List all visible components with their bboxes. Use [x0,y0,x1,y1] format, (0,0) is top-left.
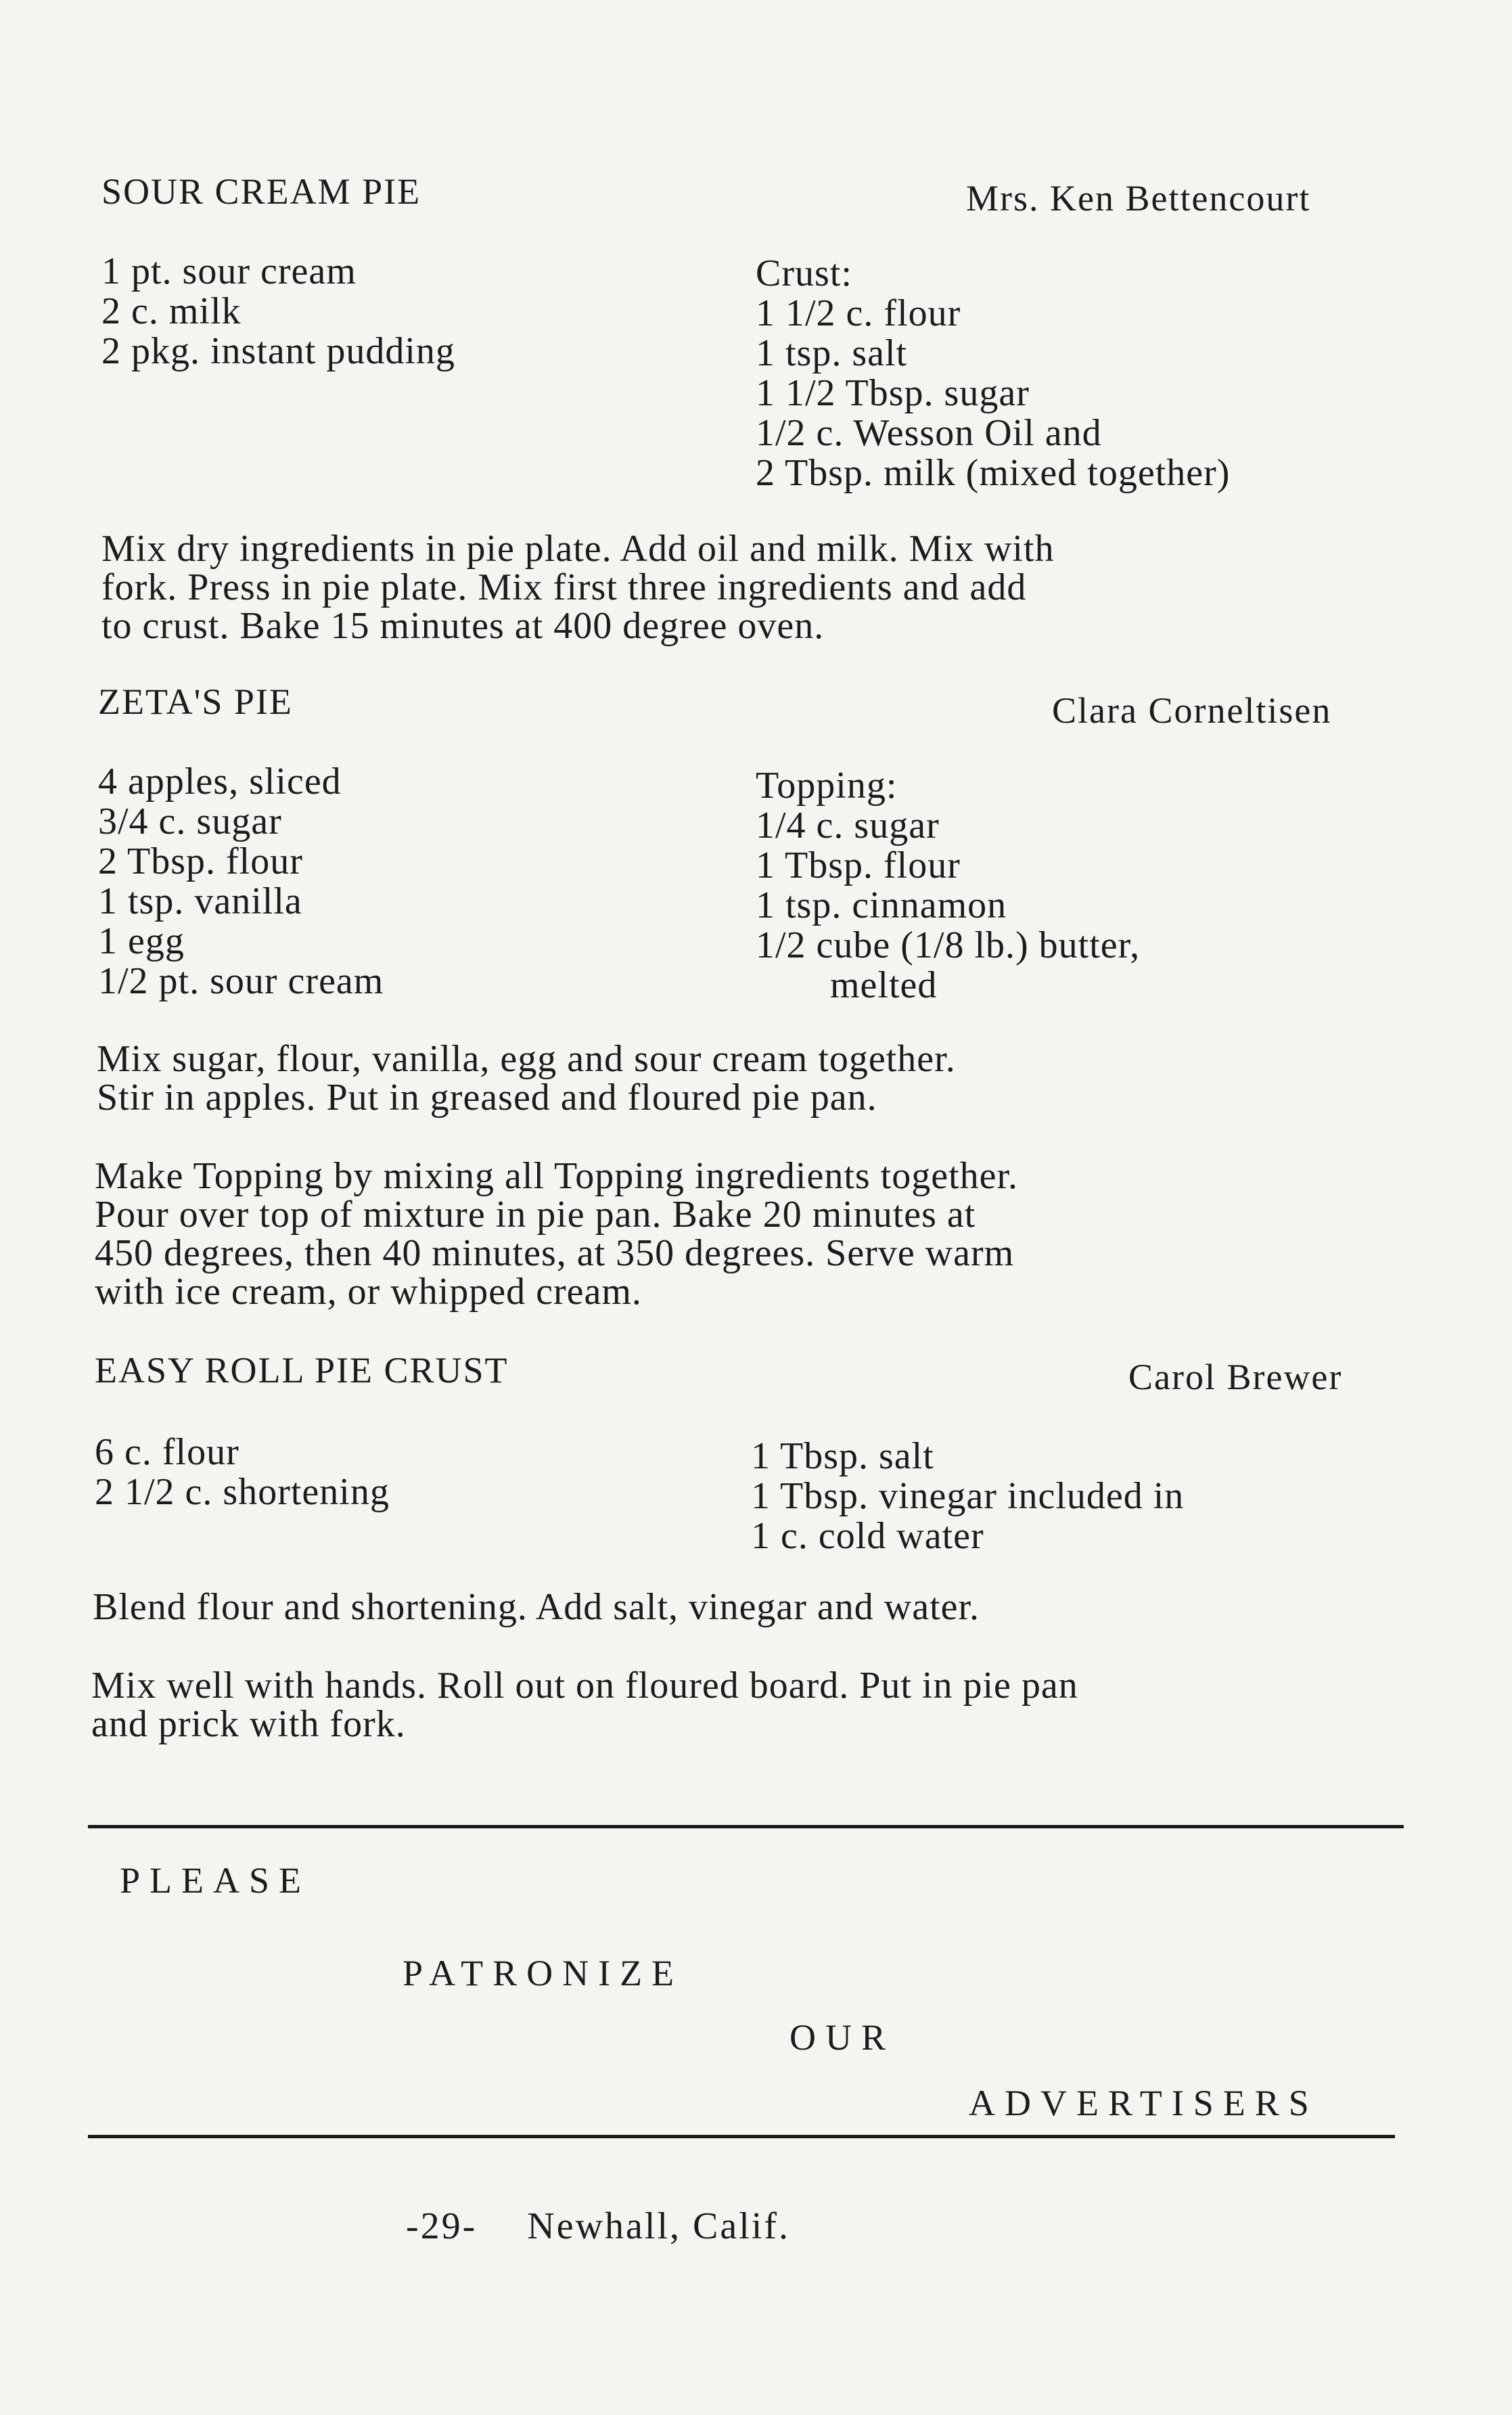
banner-word-patronize: PATRONIZE [403,1953,684,1993]
ingredient: 2 c. milk [101,290,242,332]
recipe-directions [97,1040,956,1117]
recipe-title: ZETA'S PIE [98,681,293,722]
direction-line: to crust. Bake 15 minutes at 400 degree oven. [101,605,825,647]
footer-location: Newhall, Calif. [527,2205,790,2247]
ingredient: 3/4 c. sugar [98,800,282,842]
ingredient-section-label: Crust: [756,252,852,294]
banner-word-our: OUR [789,2017,896,2058]
recipe-title: EASY ROLL PIE CRUST [95,1350,509,1391]
banner-top-rule [88,1825,1404,1828]
ingredient: 1 egg [98,920,185,962]
ingredient: 1/2 pt. sour cream [98,960,384,1002]
banner-bottom-rule [88,2135,1395,2138]
direction-line: Blend flour and shortening. Add salt, vinegar and water. [93,1586,980,1628]
ingredient: 1 pt. sour cream [101,250,357,292]
direction-line: Pour over top of mixture in pie pan. Bake 20 minutes at [95,1194,976,1236]
ingredient: 1 1/2 Tbsp. sugar [756,372,1030,414]
recipe-author: Carol Brewer [1128,1357,1343,1397]
ingredient: 1 tsp. salt [756,332,908,374]
page-number: -29- [406,2205,478,2247]
ingredient: 6 c. flour [95,1431,239,1473]
direction-line: Make Topping by mixing all Topping ingredients together. [95,1155,1019,1197]
ingredient-list-right [756,766,1140,1006]
ingredient-list-right [751,1437,1184,1556]
ingredient: 2 Tbsp. milk (mixed together) [756,452,1231,494]
ingredient: 1 tsp. vanilla [98,880,302,922]
ingredient: 1/2 c. Wesson Oil and [756,412,1102,454]
ingredient-list-right [756,254,1230,493]
ingredient: 1 Tbsp. salt [751,1435,934,1477]
ingredient: 1 tsp. cinnamon [756,884,1007,926]
recipe-directions [93,1588,980,1627]
ingredient: 1 1/2 c. flour [756,292,961,334]
page-footer [406,2205,790,2248]
direction-line: and prick with fork. [91,1703,406,1745]
direction-line: Mix sugar, flour, vanilla, egg and sour cream together. [97,1038,956,1080]
recipe-directions [101,530,1055,646]
recipe-directions [91,1667,1078,1744]
direction-line: Mix dry ingredients in pie plate. Add oil and milk. Mix with [101,528,1055,570]
recipe-directions [95,1157,1018,1311]
ingredient: melted [830,964,938,1006]
ingredient: 4 apples, sliced [98,761,342,803]
direction-line: with ice cream, or whipped cream. [95,1271,642,1313]
direction-line: Mix well with hands. Roll out on floured board. Put in pie pan [91,1665,1078,1707]
ingredient: 1 Tbsp. vinegar included in [751,1475,1185,1517]
recipe-author: Mrs. Ken Bettencourt [966,178,1311,219]
ingredient: 1 Tbsp. flour [756,844,961,886]
ingredient: 1 c. cold water [751,1515,984,1557]
ingredient: 2 Tbsp. flour [98,840,303,882]
ingredient: 1/4 c. sugar [756,805,940,847]
ingredient-list-left [101,252,455,371]
ingredient: 2 1/2 c. shortening [95,1471,390,1513]
ingredient-list-left [95,1432,390,1512]
ingredient: 1/2 cube (1/8 lb.) butter, [756,924,1141,966]
direction-line: fork. Press in pie plate. Mix first three ingredients and add [101,566,1027,608]
banner-word-please: PLEASE [120,1860,311,1901]
recipe-title: SOUR CREAM PIE [101,171,421,212]
ingredient: 2 pkg. instant pudding [101,330,455,372]
ingredient-section-label: Topping: [756,765,898,807]
banner-word-advertisers: ADVERTISERS [969,2083,1319,2123]
direction-line: 450 degrees, then 40 minutes, at 350 degrees. Serve warm [95,1232,1015,1274]
ingredient-list-left [98,762,384,1001]
recipe-author: Clara Corneltisen [1052,690,1332,731]
direction-line: Stir in apples. Put in greased and floured pie pan. [97,1077,877,1119]
